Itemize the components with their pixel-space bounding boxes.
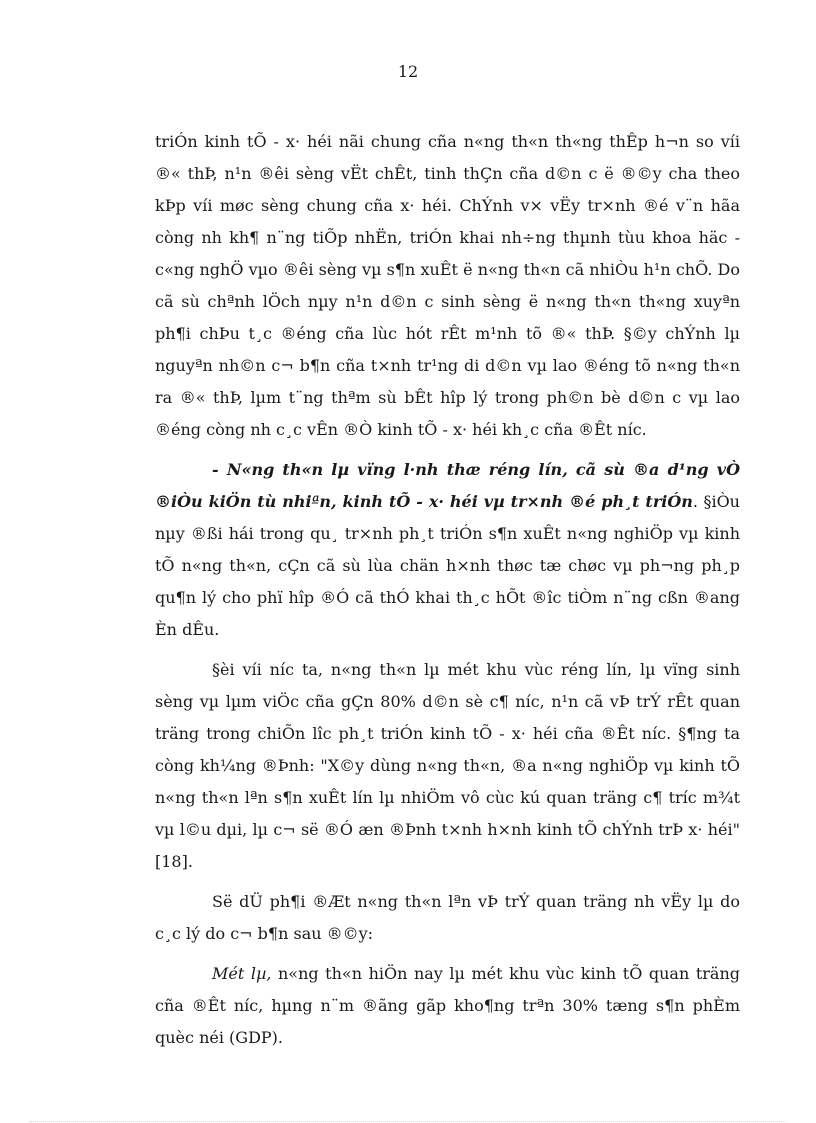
paragraph-1: triÓn kinh tÕ - x· héi nãi chung cña n«ng th«n th«ng thÊp h¬n so víi ®« thÞ, n¹n ®êi sèng vËt chÊt, tinh thÇn cña d©n c ë ®©y cha theo kÞp víi møc sèng chung cña x· héi. ChÝnh v× vËy tr×nh ®é v¨n hãa còng nh kh¶ n¨ng tiÕp nhËn, triÓn khai nh÷ng thµnh tùu khoa häc - c«ng nghÖ vµo ®êi sèng vµ s¶n xuÊt ë n«ng th«n cã nhiÒu h¹n chÕ. Do cã sù chªnh lÖch nµy n¹n d©n c sinh sèng ë n«ng th«n th«ng xuyªn ph¶i chÞu t¸c ®éng cña lùc hót rÊt m¹nh tõ ®« thÞ. §©y chÝnh lµ nguyªn nh©n c¬ b¶n cña t×nh tr¹ng di d©n vµ lao ®éng tõ n«ng th«n ra ®« thÞ, lµm t¨ng thªm sù bÊt hîp lý trong ph©n bè d©n c vµ lao ®éng còng nh c¸c vÊn ®Ò kinh tÕ - x· héi kh¸c cña ®Êt níc. xyxy=(155,132,740,439)
paragraph-5 xyxy=(155,958,740,1054)
paragraph-3: §èi víi níc ta, n«ng th«n lµ mét khu vùc réng lín, lµ vïng sinh sèng vµ lµm viÖc cña gÇn 80% d©n sè c¶ níc, n¹n cã vÞ trÝ rÊt quan träng trong chiÕn lîc ph¸t triÓn kinh tÕ - x· héi cña ®Êt níc. §¶ng ta còng kh¼ng ®Þnh: "X©y dùng n«ng th«n, ®a n«ng nghiÖp vµ kinh tÕ n«ng th«n lªn s¶n xuÊt lín lµ nhiÖm vô cùc kú quan träng c¶ tríc m¾t vµ l©u dµi, lµ c¬ së ®Ó æn ®Þnh t×nh h×nh kinh tÕ chÝnh trÞ x· héi" [18]. xyxy=(155,660,740,871)
paragraph-2-text: . §iÒu nµy ®ßi hái trong qu¸ tr×nh ph¸t triÓn s¶n xuÊt n«ng nghiÖp vµ kinh tÕ n«ng th«n, cÇn cã sù lùa chän h×nh thøc tæ chøc vµ ph¬ng ph¸p qu¶n lý cho phï hîp ®Ó cã thÓ khai th¸c hÕt ®îc tiÒm n¨ng cßn ®ang Èn dÊu. xyxy=(155,492,740,639)
body-text xyxy=(155,126,740,1062)
paragraph-5-text: n«ng th«n hiÖn nay lµ mét khu vùc kinh tÕ quan träng cña ®Êt níc, hµng n¨m ®ãng gãp kho¶ng trªn 30% tæng s¶n phÈm quèc néi (GDP). xyxy=(155,964,740,1047)
page-number: 12 xyxy=(397,62,419,81)
footer-dotted-rule xyxy=(30,1121,786,1122)
paragraph-4: Së dÜ ph¶i ®Æt n«ng th«n lªn vÞ trÝ quan träng nh vËy lµ do c¸c lý do c¬ b¶n sau ®©y: xyxy=(155,892,740,943)
italic-lead: Mét lµ, xyxy=(212,964,272,983)
bold-italic-heading: - N«ng th«n lµ vïng l·nh thæ réng lín, cã sù ®a d¹ng vÒ ®iÒu kiÖn tù nhiªn, kinh tÕ - x· héi vµ tr×nh ®é ph¸t triÓn xyxy=(155,460,740,511)
paragraph-2 xyxy=(155,454,740,646)
